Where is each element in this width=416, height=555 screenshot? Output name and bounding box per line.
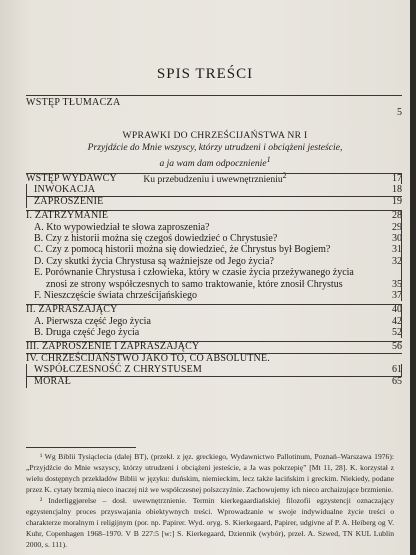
toc-label: II. ZAPRASZAJĄCY [26,304,118,316]
toc-page: 32 [392,255,402,267]
toc-row [26,290,402,301]
toc-page: 37 [392,289,402,301]
toc-page: 28 [392,210,402,222]
toc-label: ZAPROSZENIE [34,195,104,207]
toc-row [26,279,402,290]
page-title: SPIS TREŚCI [156,66,254,82]
toc-page: 56 [392,341,402,353]
toc-label: E. Porównanie Chrystusa i człowieka, który w czasie życia przeżywanego życia [34,267,354,279]
footnote-2: ² Inderliggjørelse – dosł. uwewnętrznienie. Termin kierkegaardiańskiej filozofii egzystencji oznaczający egzystencjalny proces przyswajania obiektywnych treści. Wprowadzanie w swoje indywidualne życie treści o charakterze moralnym i religijnym (por. np. Papirer. Wyd. oryg. S. Kierkegaard, Papirer, udgivne af P. A. Heiberg og V. Kuhr, Copenhagen 1968–1970. V B 227:5 [w:] S. Kierkegaard, Dziennik (wybór), przeł. A. Szwed, TN KUL Lublin 2000, s. 111). [26,496,394,549]
toc-row [26,210,402,221]
toc-label: F. Nieszczęście świata chrześcijańskiego [34,289,198,301]
toc-row [26,316,402,327]
toc-label: I. ZATRZYMANIE [26,210,109,222]
toc-label: A. Kto wypowiedział te słowa zaproszenia? [34,221,210,233]
divider [26,95,402,96]
section-heading-subtitle-1: Przyjdźcie do Mnie wszyscy, którzy utrudzeni i obciążeni jesteście, [87,142,343,153]
table-of-contents [26,173,402,387]
footnote-1: ¹ Wg Biblii Tysiąclecia (dalej BT), (przekł. z jęz. greckiego, Wydawnictwo Pallotinum, Poznań–Warszawa 1976): „Przyjdźcie do Mnie wszyscy, którzy utrudzeni i obciążeni jesteście, a Ja was pokrzepię” [Mt 11, 28]. K. korzystał z wielu dostępnych przekładów Biblii w języku: duńskim, niemieckim, lecz także łacińskim i greckim. Niekiedy, podane przez K. cytaty brzmią nieco inaczej niż we współczesnej polszczyźnie. Zachowujemy ich nieco archaizujące brzmienie. [26,452,394,494]
toc-intro-row [26,97,402,118]
toc-row [26,184,402,195]
toc-page: 31 [392,244,402,256]
toc-page: 29 [392,221,402,233]
toc-row [26,222,402,233]
toc-page: 40 [392,304,402,316]
toc-label: D. Czy skutki życia Chrystusa są ważniejsze od Jego życia? [34,255,274,267]
toc-label: INWOKACJA [34,184,96,196]
footnote-ref: 1 [266,155,271,164]
toc-page: 30 [392,232,402,244]
toc-label: WSPÓŁCZESNOŚĆ Z CHRYSTUSEM [34,364,203,376]
toc-page: 42 [392,315,402,327]
toc-label: B. Czy z historii można się czegoś dowiedzieć o Chrystusie? [34,232,278,244]
toc-page: 65 [392,375,402,387]
toc-row [26,364,402,375]
toc-row [26,341,402,352]
toc-row [26,244,402,255]
toc-intro-page: 5 [397,107,402,118]
toc-label: C. Czy z pomocą historii można się dowiedzieć, że Chrystus był Bogiem? [34,244,331,256]
section-heading-subtitle-3: Ku przebudzeniu i uwewnętrznieniu$^2$ [143,171,287,186]
toc-row [26,327,402,338]
toc-label: A. Pierwsza część Jego życia [34,315,151,327]
toc-page: 52 [392,327,402,339]
toc-label: III. ZAPROSZENIE I ZAPRASZAJĄCY [26,341,200,353]
section-heading-subtitle-2: a ja wam dam odpocznienie$^1$ [159,155,271,170]
toc-label: IV. CHRZEŚCIJAŃSTWO JAKO TO, CO ABSOLUTNE. [26,352,270,364]
toc-page: 19 [392,195,402,207]
toc-row [26,353,402,364]
toc-label: WSTĘP WYDAWCY [26,173,117,184]
toc-row [26,173,402,184]
footnote-divider [26,447,136,448]
toc-page: 18 [392,184,402,196]
toc-row [26,256,402,267]
toc-page: 17 [392,173,402,184]
toc-row [26,196,402,207]
footnote-ref: 2 [282,171,287,181]
section-heading-title: WPRAWKI DO CHRZEŚCIJAŃSTWA NR I [122,130,308,141]
toc-intro-label: WSTĘP TŁUMACZA [26,97,121,108]
toc-row [26,304,402,315]
toc-label: znosi ze strony współczesnych to samo traktowanie, które znosił Chrystus [46,278,343,290]
footnotes [26,447,394,550]
toc-label: B. Druga część Jego życia [34,327,140,339]
toc-page: 61 [392,364,402,376]
toc-row [26,267,402,278]
toc-row [26,376,402,387]
toc-page: 35 [392,278,402,290]
toc-label: MORAŁ [34,375,72,387]
toc-row [26,233,402,244]
